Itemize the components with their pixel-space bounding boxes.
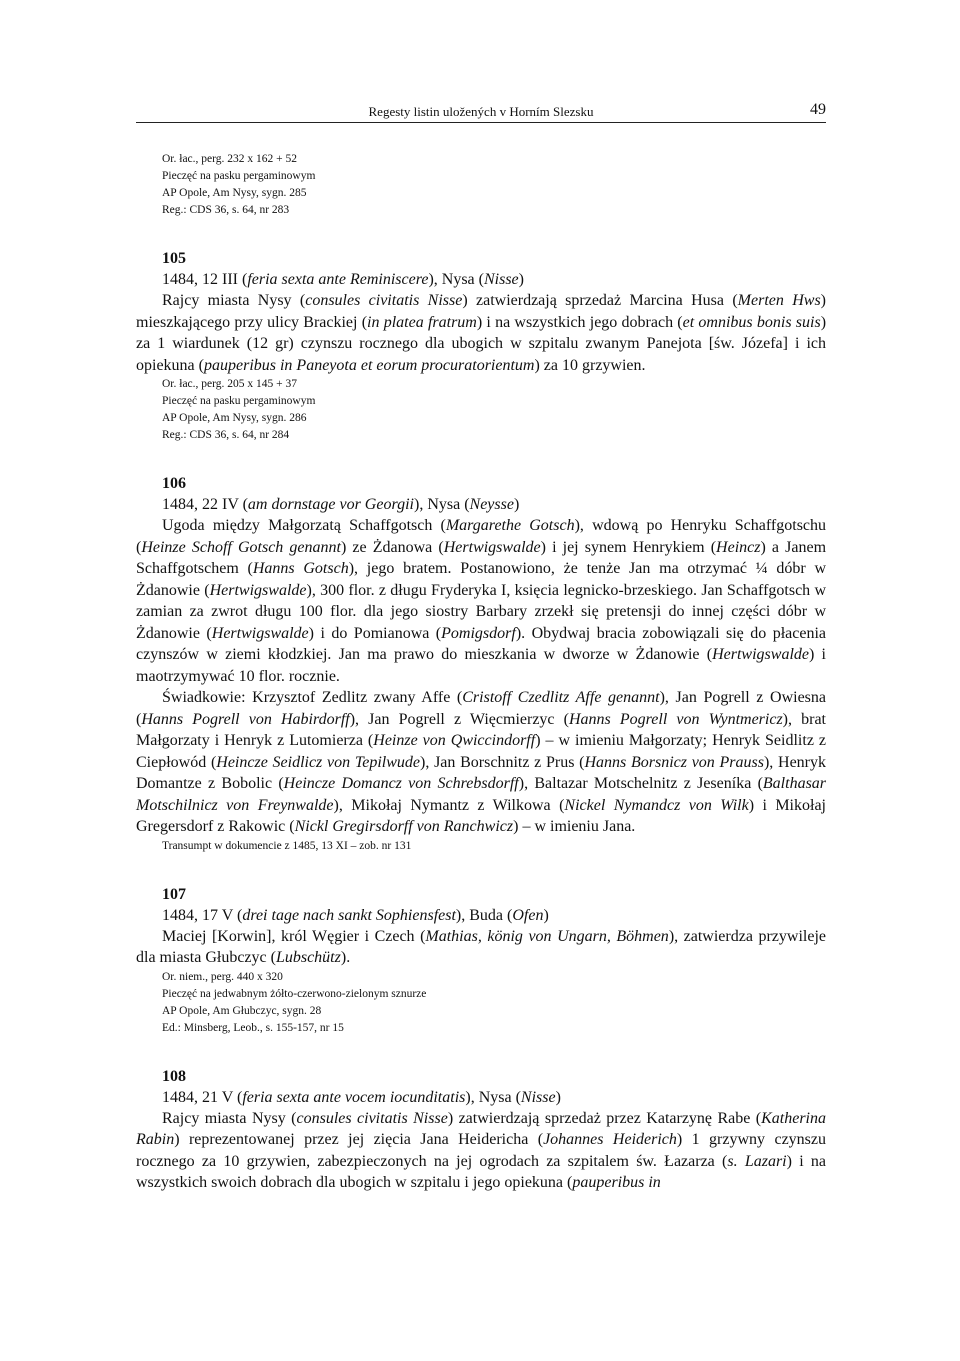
- entry-number: 105: [162, 250, 186, 267]
- entry-104-meta: [136, 151, 826, 219]
- entry-number: 108: [162, 1067, 186, 1085]
- meta-line: Pieczęć na pasku pergaminowym: [162, 395, 316, 407]
- entry-summary: Maciej [Korwin], król Węgier i Czech (Mathias, könig von Ungarn, Böhmen), zatwierdza przywileje dla miasta Głubczyc (Lubschütz).: [136, 927, 826, 966]
- running-header: [136, 96, 826, 123]
- entry-number: 106: [162, 475, 186, 492]
- entry-105: [136, 249, 826, 444]
- entry-summary: Rajcy miasta Nysy (consules civitatis Nisse) zatwierdzają sprzedaż Marcina Husa (Merten Hws) mieszkającego przy ulicy Brackiej (in platea fratrum) i na wszystkich jego dobrach (et omnibus bonis suis) za 1 wiardunek (12 gr) czynszu rocznego dla ubogich w szpitalu zwanym Panejota [św. Józefa] i ich opiekuna (pauperibus in Paneyota et eorum procuratorientum) za 10 grzywien.: [136, 292, 827, 374]
- entry-107: [136, 885, 826, 1037]
- meta-line: Reg.: CDS 36, s. 64, nr 284: [162, 429, 290, 441]
- page-number: 49: [810, 101, 826, 118]
- meta-line: AP Opole, Am Nysy, sygn. 285: [162, 187, 307, 199]
- entry-dateline: 1484, 21 V (feria sexta ante vocem iocunditatis), Nysa (Nisse): [162, 1088, 561, 1106]
- meta-line: Transumpt w dokumencie z 1485, 13 XI – zob. nr 131: [162, 839, 412, 852]
- document-page: [136, 96, 826, 1194]
- meta-line: Pieczęć na pasku pergaminowym: [162, 170, 316, 182]
- meta-line: Reg.: CDS 36, s. 64, nr 283: [162, 204, 290, 216]
- meta-line: Or. łac., perg. 232 x 162 + 52: [162, 153, 297, 165]
- entry-106: [136, 474, 826, 855]
- meta-line: AP Opole, Am Głubczyc, sygn. 28: [162, 1004, 322, 1017]
- entry-meta: [136, 969, 826, 1037]
- entry-dateline: 1484, 22 IV (am dornstage vor Georgii), Nysa (Neysse): [162, 496, 520, 513]
- entry-meta: [136, 838, 826, 855]
- header-title: Regesty listin uložených v Horním Slezsku: [368, 104, 594, 119]
- meta-line: AP Opole, Am Nysy, sygn. 286: [162, 412, 307, 424]
- meta-line: Or. niem., perg. 440 x 320: [162, 970, 283, 983]
- meta-line: Pieczęć na jedwabnym żółto-czerwono-zielonym sznurze: [162, 987, 427, 1000]
- entry-108: [136, 1067, 826, 1194]
- entry-dateline: 1484, 12 III (feria sexta ante Reminiscere), Nysa (Nisse): [162, 271, 524, 288]
- entry-summary: Rajcy miasta Nysy (consules civitatis Nisse) zatwierdzają sprzedaż przez Katarzynę Rabe (Katherina Rabin) reprezentowanej przez jej zięcia Jana Heidericha (Johannes Heiderich) 1 grzywny czynszu rocznego za 10 grzywien, zabezpieczonych na jej ogrodach za szpitalem św. Łazarza (s. Lazari) i na wszystkich swoich dobrach dla ubogich w szpitalu i jego opiekuna (pauperibus in: [136, 1109, 827, 1191]
- entry-number: 107: [162, 885, 186, 903]
- entry-summary: Ugoda między Małgorzatą Schaffgotsch (Margarethe Gotsch), wdową po Henryku Schaffgotschu (Heinze Schoff Gotsch genannt) ze Żdanowa (Hertwigswalde) i jej synem Henrykiem (Heincz) a Janem Schaffgotschem (Hanns Gotsch), jego bratem. Postanowiono, że tenże Jan ma otrzymać ¼ dóbr w Żdanowie (Hertwigswalde), 300 flor. z długu Fryderyka I, księcia legnicko-brzeskiego. Jan Schaffgotsch w zamian za zwrot długu 100 flor. dla jego siostry Barbary zrzekł się pretensji do innej części dóbr w Żdanowie (Hertwigswalde) i do Pomianowa (Pomigsdorf). Obydwaj bracia zobowiązali się do płacenia czynszów w ziemi kłodzkiej. Jan ma prawo do mieszkania w dworze w Żdanowie (Hertwigswalde) i maotrzymywać 10 flor. rocznie.: [136, 517, 827, 685]
- entry-meta: [136, 376, 826, 444]
- meta-line: Ed.: Minsberg, Leob., s. 155-157, nr 15: [162, 1021, 344, 1034]
- entry-witnesses: Świadkowie: Krzysztof Zedlitz zwany Affe (Cristoff Czedlitz Affe genannt), Jan Pogrell z Owiesna (Hanns Pogrell von Habirdorff), Jan Pogrell z Więcmierzyc (Hanns Pogrell von Wyntmericz), brat Małgorzaty i Henryk z Lutomierza (Heinze von Qwiccindorff) – w imieniu Małgorzaty; Henryk Seidlitz z Ciepłowód (Heincze Seidlicz von Tepilwude), Jan Borschnitz z Prus (Hanns Borsnicz von Prauss), Henryk Domantze z Bobolic (Heincze Domancz von Schrebsdorff), Baltazar Motschelnitz z Jeseníka (Balthasar Motschilnicz von Freynwalde), Mikołaj Nymantz z Wilkowa (Nickel Nymandcz von Wilk) i Mikołaj Gregersdorf z Rakowic (Nickl Gregirsdorff von Ranchwicz) – w imieniu Jana.: [136, 689, 827, 835]
- entry-dateline: 1484, 17 V (drei tage nach sankt Sophiensfest), Buda (Ofen): [162, 906, 549, 924]
- meta-line: Or. łac., perg. 205 x 145 + 37: [162, 378, 297, 390]
